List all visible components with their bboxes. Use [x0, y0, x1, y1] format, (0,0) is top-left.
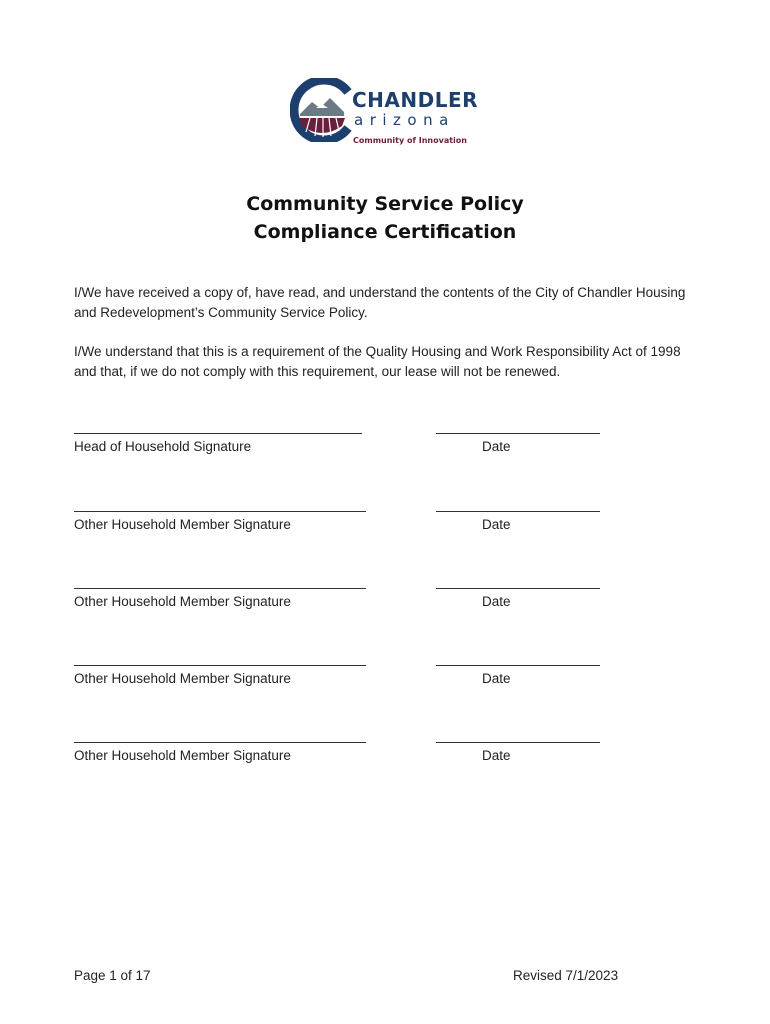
date-line[interactable]	[436, 511, 600, 512]
signature-label: Other Household Member Signature	[74, 748, 291, 763]
signature-row-member-3	[74, 665, 694, 705]
date-label: Date	[482, 594, 511, 609]
title-line-2: Compliance Certification	[253, 221, 517, 243]
page-number: Page 1 of 17	[74, 968, 151, 983]
signature-row-member-1	[74, 511, 694, 551]
signature-row-head	[74, 433, 694, 473]
signature-line[interactable]	[74, 665, 366, 666]
signature-label: Other Household Member Signature	[74, 671, 291, 686]
signature-row-member-2	[74, 588, 694, 628]
signature-line[interactable]	[74, 588, 366, 589]
signature-label: Other Household Member Signature	[74, 517, 291, 532]
date-label: Date	[482, 439, 511, 454]
date-line[interactable]	[436, 588, 600, 589]
paragraph-requirement: I/We understand that this is a requirement of the Quality Housing and Work Responsibility Act of 1998 and that, if we do not comply with this requirement, our lease will not be renewed.	[74, 344, 681, 379]
date-line[interactable]	[436, 742, 600, 743]
signature-line[interactable]	[74, 511, 366, 512]
signature-label: Other Household Member Signature	[74, 594, 291, 609]
signature-label: Head of Household Signature	[74, 439, 252, 454]
paragraph-receipt: I/We have received a copy of, have read, and understand the contents of the City of Chandler Housing and Redevelopment’s Community Service Policy.	[74, 285, 686, 320]
logo-tagline: Community of Innovation	[353, 136, 467, 145]
signature-line[interactable]	[74, 433, 362, 434]
date-line[interactable]	[436, 665, 600, 666]
logo-city-name: CHANDLER	[352, 88, 479, 112]
chandler-logo	[290, 78, 480, 150]
title-line-1: Community Service Policy	[246, 193, 524, 215]
date-label: Date	[482, 517, 511, 532]
chandler-logo-mark-icon	[290, 78, 354, 142]
date-label: Date	[482, 671, 511, 686]
revision-date: Revised 7/1/2023	[513, 968, 619, 983]
date-line[interactable]	[436, 433, 600, 434]
date-label: Date	[482, 748, 511, 763]
signature-row-member-4	[74, 742, 694, 782]
document-title	[0, 190, 770, 246]
signature-line[interactable]	[74, 742, 366, 743]
logo-state-name: arizona	[354, 111, 455, 129]
